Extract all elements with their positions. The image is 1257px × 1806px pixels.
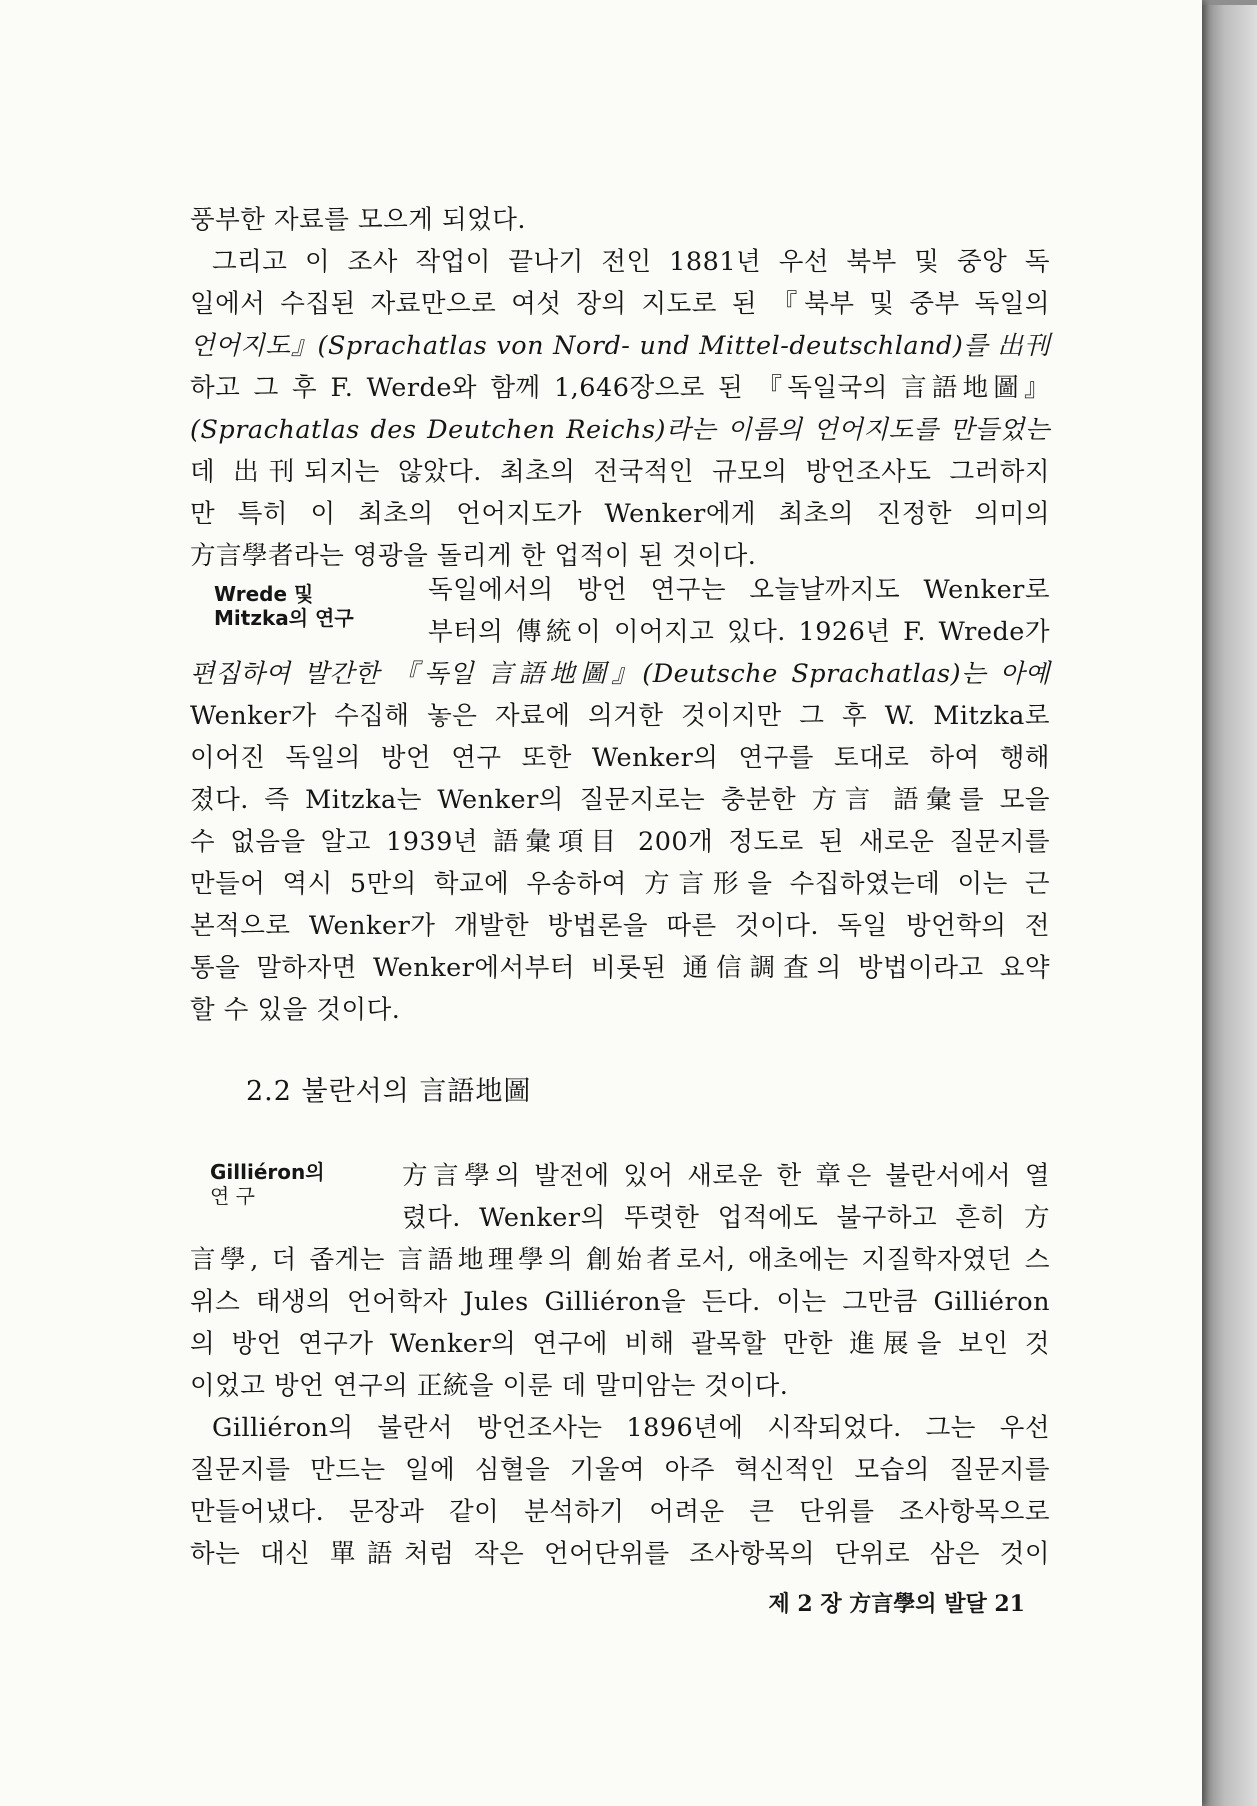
section-heading: 2.2 불란서의 言語地圖 bbox=[246, 1076, 532, 1107]
text-line: 이었고 방언 연구의 正統을 이룬 데 말미암는 것이다. bbox=[190, 1371, 789, 1401]
text-line: 수 없음을 알고 1939년 語彙項目 200개 정도로 된 새로운 질문지를 bbox=[190, 827, 1051, 857]
text-line: 졌다. 즉 Mitzka는 Wenker의 질문지로는 충분한 方言 語彙를 모을 bbox=[190, 785, 1050, 815]
text-line: 독일에서의 방언 연구는 오늘날까지도 Wenker로 bbox=[428, 575, 1050, 605]
text-line: 方言學의 발전에 있어 새로운 한 章은 불란서에서 열 bbox=[402, 1161, 1050, 1191]
text-line: 의 방언 연구가 Wenker의 연구에 비해 괄목할 만한 進展을 보인 것 bbox=[190, 1329, 1050, 1359]
text-line: 데 出刊되지는 않았다. 최초의 전국적인 규모의 방언조사도 그러하지 bbox=[190, 457, 1050, 487]
text-line: 통을 말하자면 Wenker에서부터 비롯된 通信調査의 방법이라고 요약 bbox=[190, 953, 1050, 983]
text-line: 만들어 역시 5만의 학교에 우송하여 方言形을 수집하였는데 이는 근 bbox=[190, 869, 1050, 899]
text-line: 하는 대신 單語처럼 작은 언어단위를 조사항목의 단위로 삼은 것이 bbox=[190, 1539, 1050, 1569]
margin-note-line: Mitzka의 연구 bbox=[214, 606, 354, 630]
page-footer: 제 2 장 方言學의 발달 21 bbox=[768, 1591, 1025, 1617]
margin-note-line: Gilliéron의 bbox=[210, 1160, 325, 1184]
text-line: 할 수 있을 것이다. bbox=[190, 995, 401, 1025]
text-line: 질문지를 만드는 일에 심혈을 기울여 아주 혁신적인 모습의 질문지를 bbox=[190, 1455, 1050, 1485]
text-line: 만 특히 이 최초의 언어지도가 Wenker에게 최초의 진정한 의미의 bbox=[190, 499, 1050, 529]
text-line: 이어진 독일의 방언 연구 또한 Wenker의 연구를 토대로 하여 행해 bbox=[190, 743, 1050, 773]
text-line: Wenker가 수집해 놓은 자료에 의거한 것이지만 그 후 W. Mitzka로 bbox=[190, 701, 1050, 731]
text-line: 하고 그 후 F. Werde와 함께 1,646장으로 된 『독일국의 言語地圖』 bbox=[190, 373, 1050, 403]
text-line: 부터의 傳統이 이어지고 있다. 1926년 F. Wrede가 bbox=[428, 617, 1050, 647]
text-line: 본적으로 Wenker가 개발한 방법론을 따른 것이다. 독일 방언학의 전 bbox=[190, 911, 1050, 941]
text-line: (Sprachatlas des Deutchen Reichs)라는 이름의 언어지도를 만들었는 bbox=[190, 415, 1050, 445]
text-line: 렸다. Wenker의 뚜렷한 업적에도 불구하고 흔히 方 bbox=[402, 1203, 1050, 1233]
book-page-edge bbox=[1198, 5, 1257, 1806]
margin-note-line: 연 구 bbox=[210, 1184, 255, 1208]
text-line: 만들어냈다. 문장과 같이 분석하기 어려운 큰 단위를 조사항목으로 bbox=[190, 1497, 1050, 1527]
text-line: 言學, 더 좁게는 言語地理學의 創始者로서, 애초에는 지질학자였던 스 bbox=[190, 1245, 1050, 1275]
text-line: Gilliéron의 불란서 방언조사는 1896년에 시작되었다. 그는 우선 bbox=[212, 1413, 1050, 1443]
text-line: 풍부한 자료를 모으게 되었다. bbox=[190, 205, 527, 235]
text-line: 언어지도』(Sprachatlas von Nord- und Mittel-deutschland)를 出刊 bbox=[190, 331, 1050, 361]
text-line: 일에서 수집된 자료만으로 여섯 장의 지도로 된 『북부 및 중부 독일의 bbox=[190, 289, 1050, 319]
margin-note-line: Wrede 및 bbox=[214, 582, 314, 606]
text-line: 方言學者라는 영광을 돌리게 한 업적이 된 것이다. bbox=[190, 541, 757, 571]
text-line: 편집하여 발간한 『독일 言語地圖』(Deutsche Sprachatlas)는 아예 bbox=[190, 659, 1050, 689]
text-line: 위스 태생의 언어학자 Jules Gilliéron을 든다. 이는 그만큼 Gilliéron bbox=[190, 1287, 1050, 1317]
text-line: 그리고 이 조사 작업이 끝나기 전인 1881년 우선 북부 및 중앙 독 bbox=[212, 247, 1050, 277]
